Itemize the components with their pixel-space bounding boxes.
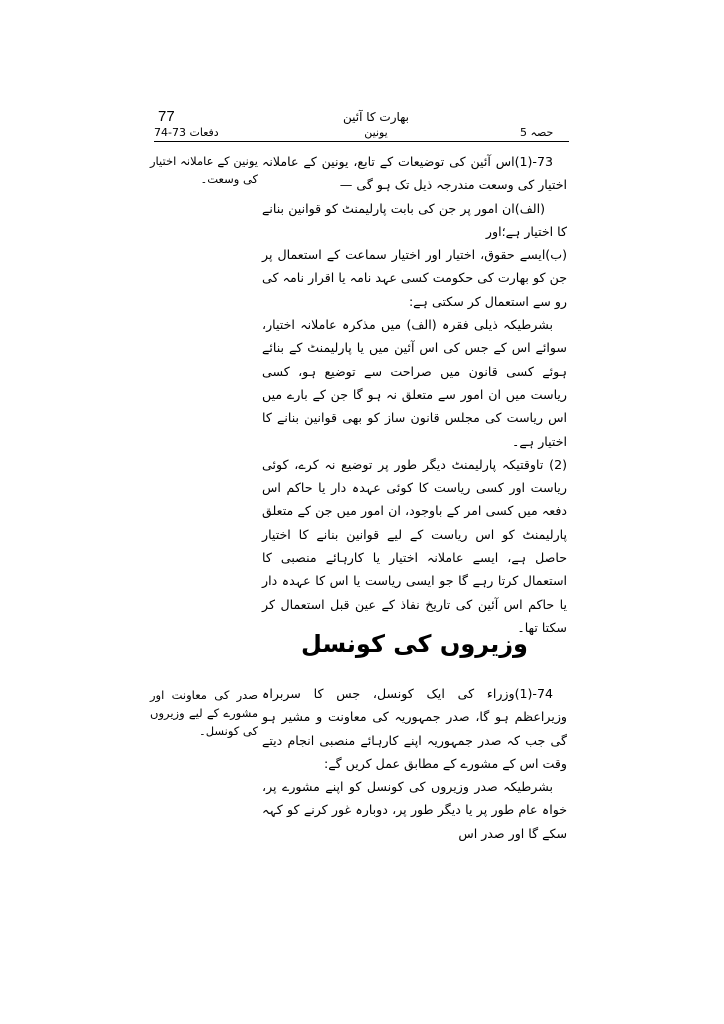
article-74-clause-1: 74-(1)وزراء کی ایک کونسل، جس کا سربراہ وزیراعظم ہو گا، صدر جمہوریہ کی معاونت و مشیر ہو گی جب کہ صدر جمہوریہ اپنے کارہائے منصبی انجام دیتے وقت اس کے مشورے کے مطابق عمل کریں گے: — [262, 686, 567, 771]
article-73-subclause-b: (ب)ایسے حقوق، اختیار اور اختیار سماعت کے استعمال پر جن کو بھارت کی حکومت کسی عہد نامہ یا اقرار نامہ کی رو سے استعمال کر سکتی ہے: — [262, 247, 567, 309]
page-number: 77 — [158, 108, 175, 125]
article-73-subclause-a: (الف)ان امور پر جن کی بابت پارلیمنٹ کو قوانین بنانے کا اختیار ہے؛اور — [262, 200, 567, 239]
running-title: بھارت کا آئین — [342, 110, 410, 124]
part-reference: حصہ 5 — [520, 126, 554, 139]
header-rule — [154, 141, 569, 142]
article-74-proviso: بشرطیکہ صدر وزیروں کی کونسل کو اپنے مشورے پر، خواہ عام طور پر یا دیگر طور پر، دوبارہ غور کرنے کو کہہ سکے گا اور صدر اس — [262, 779, 567, 841]
article-73-clause-1: 73-(1)اس آئین کی توضیعات کے تابع، یونین کے عاملانہ اختیار کی وسعت مندرجہ ذیل تک ہو گی — — [262, 154, 567, 193]
article-73-proviso: بشرطیکہ ذیلی فقرہ (الف) میں مذکرہ عاملانہ اختیار، سوائے اس کے جس کی اس آئین میں یا پارلیمنٹ کے بنائے ہوئے کسی قانون میں صراحت سے توضیع ہو، کسی ریاست میں ان امور سے متعلق نہ ہو گا جن کے بارے میں اس ریاست کی مجلس قانون ساز کو بھی قوانین بنانے کا اختیار ہے۔ — [262, 317, 567, 449]
margin-note-article-74: صدر کی معاونت اور مشورے کے لیے وزیروں کی کونسل۔ — [150, 688, 258, 738]
section-reference: دفعات 73-74 — [154, 126, 219, 139]
article-74-body — [262, 682, 567, 845]
section-heading: وزیروں کی کونسل — [301, 630, 528, 658]
margin-note-article-73: یونین کے عاملانہ اختیار کی وسعت۔ — [150, 154, 258, 186]
running-subtitle: یونین — [364, 126, 388, 139]
article-73-body — [262, 150, 567, 639]
article-73-clause-2: (2) تاوقتیکہ پارلیمنٹ دیگر طور پر توضیع نہ کرے، کوئی ریاست اور کسی ریاست کا کوئی عہدہ دار یا حاکم اس دفعہ میں کسی امر کے باوجود، ان امور میں جن کے متعلق پارلیمنٹ کو اس ریاست کے لیے قوانین بنانے کا اختیار حاصل ہے، ایسے عاملانہ اختیار یا کارہائے منصبی کا استعمال کرتا رہے گا جو ایسی ریاست یا اس کا عہدہ دار یا حاکم اس آئین کی تاریخ نفاذ کے عین قبل استعمال کر سکتا تھا۔ — [262, 456, 567, 635]
